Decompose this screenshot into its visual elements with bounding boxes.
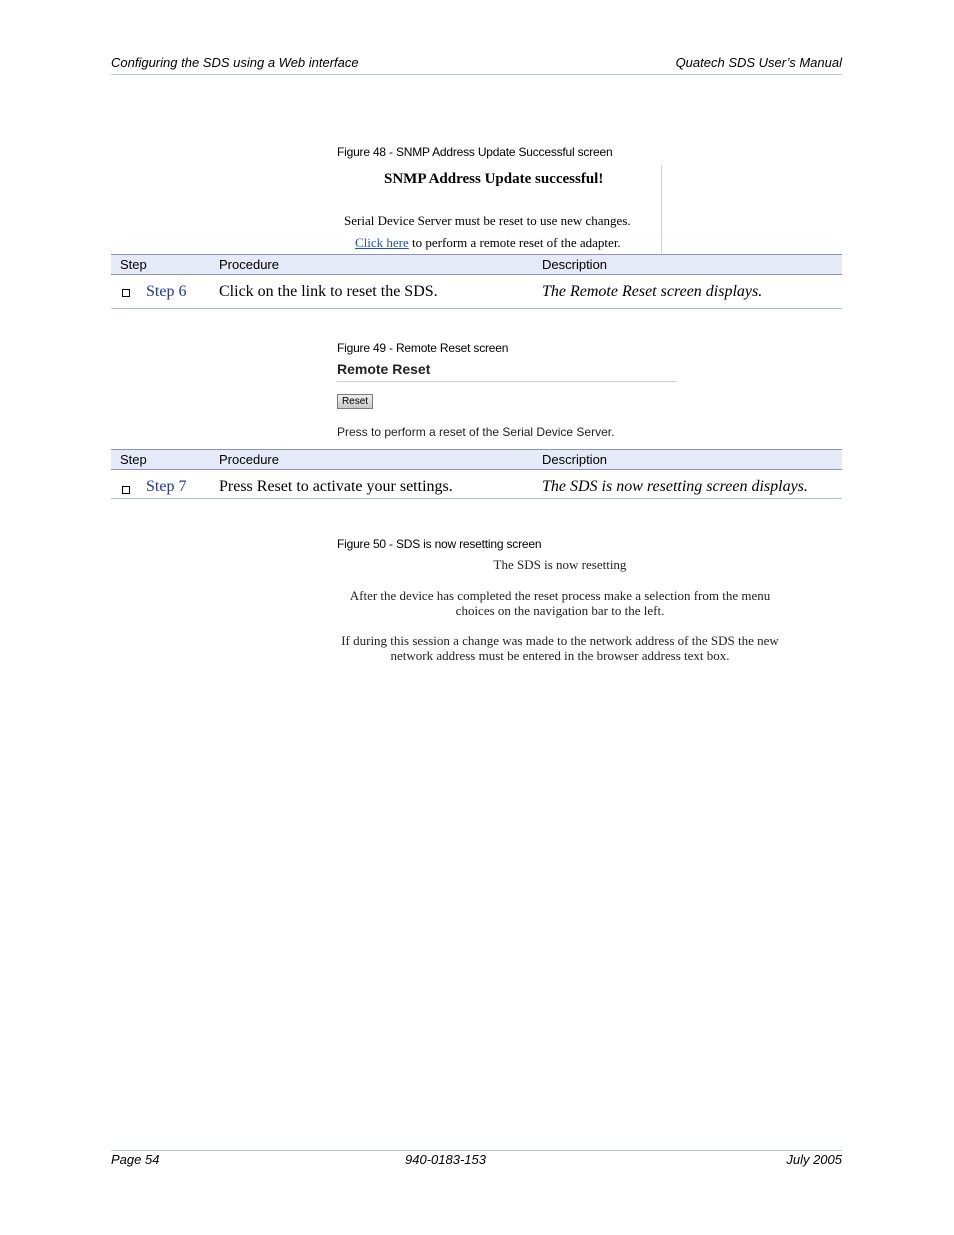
footer-date: July 2005 [786,1152,842,1167]
figure-49-caption: Figure 49 - Remote Reset screen [337,341,509,355]
figure-50-caption: Figure 50 - SDS is now resetting screen [337,537,542,551]
procedure-column-header: Procedure [219,452,279,467]
procedure-column-header: Procedure [219,257,279,272]
reset-button[interactable]: Reset [337,394,373,409]
description-column-header: Description [542,257,608,272]
step-6-link[interactable]: Step 6 [146,283,187,300]
description-column-header: Description [542,452,608,467]
remote-reset-divider [337,381,677,382]
checkbox-icon[interactable] [122,486,130,494]
reset-complete-line-2: choices on the navigation bar to the left. [455,603,665,618]
remote-reset-suffix: to perform a remote reset of the adapter. [408,235,621,250]
remote-reset-title: Remote Reset [337,361,431,377]
footer-rule [111,1150,842,1151]
reset-required-message: Serial Device Server must be reset to use new changes. [344,213,631,228]
snmp-success-title: SNMP Address Update successful! [384,171,604,187]
figure-48-caption: Figure 48 - SNMP Address Update Successful screen [337,145,613,159]
step-6-procedure: Click on the link to reset the SDS. [219,283,438,300]
header-rule [111,74,842,75]
step-6-table [111,254,842,309]
header-right: Quatech SDS User’s Manual [675,55,842,70]
step-column-header: Step [120,257,147,272]
footer-doc-number: 940-0183-153 [405,1152,486,1167]
step-7-link[interactable]: Step 7 [146,478,187,495]
table-row [111,470,842,499]
figure-48-screenshot [338,165,662,253]
network-address-line-1: If during this session a change was made to the network address of the SDS the new [341,633,779,648]
checkbox-icon[interactable] [122,289,130,297]
table-row [111,275,842,309]
step-7-description: The SDS is now resetting screen displays. [542,478,808,495]
step-table-header [111,254,842,275]
click-here-link[interactable]: Click here [355,235,409,250]
step-7-procedure: Press Reset to activate your settings. [219,478,453,495]
sds-resetting-title: The SDS is now resetting [493,557,627,572]
step-column-header: Step [120,452,147,467]
header-left: Configuring the SDS using a Web interface [111,55,359,70]
footer-page-number: Page 54 [111,1152,160,1167]
step-6-description: The Remote Reset screen displays. [542,283,763,300]
reset-complete-line-1: After the device has completed the reset process make a selection from the menu [349,588,771,603]
remote-reset-line [355,235,621,251]
remote-reset-instructions: Press to perform a reset of the Serial Device Server. [337,425,615,439]
network-address-line-2: network address must be entered in the browser address text box. [390,648,730,663]
step-7-table [111,449,842,499]
step-table-header [111,449,842,470]
